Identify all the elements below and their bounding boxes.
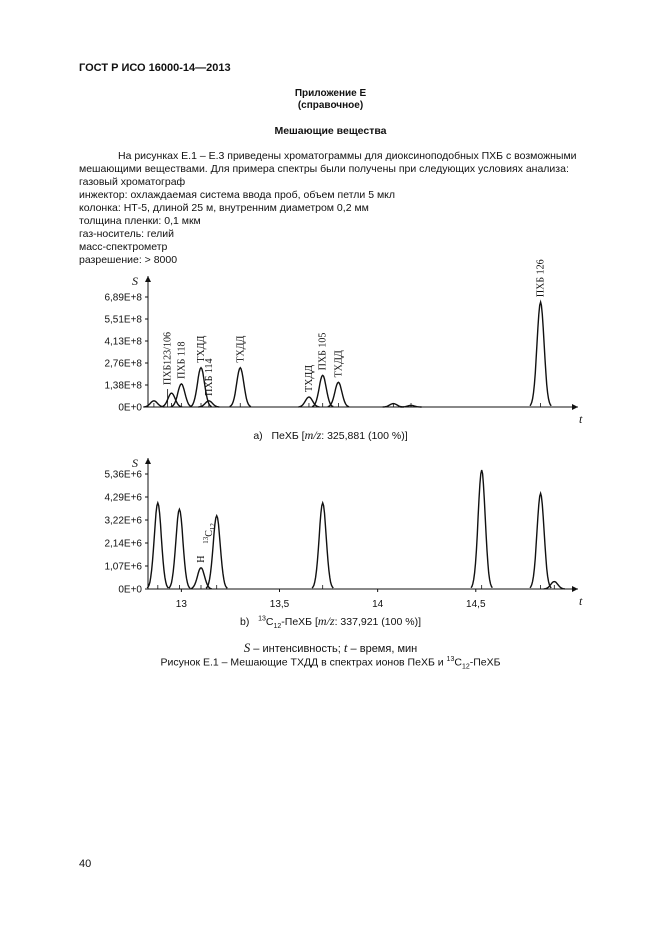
peak-label: H	[195, 555, 207, 563]
figcap-sup: 13	[446, 656, 455, 663]
annex-heading: Мешающие вещества	[274, 125, 387, 137]
peak-label: ТХДД	[303, 364, 315, 392]
caption-ion: ПеХБ	[271, 430, 299, 442]
caption-prefix: а)	[253, 430, 263, 442]
figcap-prefix: Рисунок Е.1 – Мешающие ТХДД в спектрах ионов ПеХБ и	[160, 656, 447, 669]
figcap-suffix: -ПеХБ	[469, 656, 501, 669]
caption-prefix: b)	[240, 616, 250, 628]
condition-line: инжектор: охлаждаемая система ввода проб, объем петли 5 мкл	[79, 189, 396, 201]
y-tick-label: 1,07E+6	[104, 561, 142, 573]
peak-label: ТХДД	[235, 335, 247, 363]
y-tick-label: 4,13E+8	[104, 336, 142, 348]
peak-label: ПХБ123/106	[162, 332, 174, 385]
y-tick-label: 5,36E+6	[104, 469, 142, 481]
caption-mz: m/z	[304, 428, 322, 442]
legend-s-text: – интенсивность;	[250, 643, 344, 655]
caption-value: : 337,921 (100 %)]	[334, 616, 421, 628]
y-tick-label: 4,29E+6	[104, 492, 142, 504]
caption-mz: m/z	[317, 614, 335, 628]
label-base: C	[203, 530, 215, 537]
x-axis-label: t	[579, 594, 583, 608]
chart-a-caption: а) ПеХБ [m/z: 325,881 (100 %)]	[253, 428, 408, 442]
peak	[530, 493, 551, 588]
y-tick-label: 6,89E+8	[104, 292, 142, 304]
condition-line: колонка: НТ-5, длиной 25 м, внутренним диаметром 0,2 мм	[79, 202, 369, 214]
x-tick-label: 14,5	[466, 599, 486, 610]
peak-label: ТХДД	[195, 335, 207, 363]
peak	[230, 368, 251, 407]
y-axis-label: S	[132, 456, 138, 470]
y-axis-label: S	[132, 274, 138, 288]
figcap-sub: 12	[461, 663, 470, 671]
peak	[147, 503, 168, 588]
annex-subtitle: (справочное)	[297, 100, 364, 111]
x-tick-label: 14	[372, 599, 384, 610]
legend-t: t	[343, 640, 348, 655]
y-axis-arrow	[145, 458, 151, 464]
condition-line: масс-спектрометр	[79, 241, 168, 253]
peak-label: ПХБ 114	[203, 358, 215, 396]
figcap-c: C	[454, 656, 462, 669]
x-axis-arrow	[572, 404, 578, 410]
peak-label: ТХДД	[333, 350, 345, 378]
y-tick-label: 0E+0	[118, 584, 142, 596]
peak	[312, 503, 333, 588]
peak	[471, 470, 492, 588]
document-id: ГОСТ Р ИСО 16000-14—2013	[79, 62, 231, 74]
peak-label: ПХБ 118	[176, 341, 188, 379]
caption-value: : 325,881 (100 %)]	[321, 430, 408, 442]
legend	[0, 640, 661, 656]
legend-s: S	[243, 640, 251, 655]
x-tick-label: 13	[175, 599, 187, 610]
x-axis-arrow	[572, 586, 578, 592]
y-tick-label: 0E+0	[118, 402, 142, 414]
peak-label: ПХБ 126	[535, 259, 547, 298]
condition-line: газ-носитель: гелий	[79, 228, 174, 240]
y-tick-label: 3,22E+6	[104, 515, 142, 527]
figure-caption	[0, 656, 661, 671]
chromatogram-b	[0, 450, 661, 615]
y-axis-arrow	[145, 276, 151, 282]
peak	[312, 375, 333, 406]
caption-sub: 12	[273, 623, 282, 631]
intro-paragraph: На рисунках Е.1 – Е.3 приведены хроматограммы для диоксиноподобных ПХБ с возможными мешающими веществами. Для примера спектры были получены при следующих условиях анализа:	[79, 150, 577, 175]
caption-sup: 13	[258, 615, 266, 623]
condition-line: газовый хроматограф	[79, 176, 186, 188]
peak	[169, 509, 190, 588]
y-tick-label: 1,38E+8	[104, 380, 142, 392]
caption-ion: -ПеХБ	[281, 616, 313, 628]
chart-b-caption: b) $^{13}C_{12}$-ПеХБ [m/z: 337,921 (100 %)]	[240, 614, 421, 631]
condition-line: разрешение: > 8000	[79, 254, 178, 266]
label-sup: 13	[201, 536, 210, 544]
peak-label: ПХБ 105	[317, 332, 329, 371]
legend-t-text: – время, мин	[347, 643, 418, 655]
peak	[530, 302, 551, 406]
caption-c: C	[265, 616, 274, 628]
y-tick-label: 5,51E+8	[104, 314, 142, 326]
x-axis-label: t	[579, 412, 583, 426]
peak-label-c12	[202, 523, 217, 544]
annex-title: Приложение Е	[294, 88, 367, 99]
y-tick-label: 2,14E+6	[104, 538, 142, 550]
label-sub: 12	[208, 523, 217, 531]
page-number: 40	[79, 858, 92, 870]
condition-line: толщина пленки: 0,1 мкм	[79, 215, 201, 227]
y-tick-label: 2,76E+8	[104, 358, 142, 370]
x-tick-label: 13,5	[269, 599, 290, 610]
